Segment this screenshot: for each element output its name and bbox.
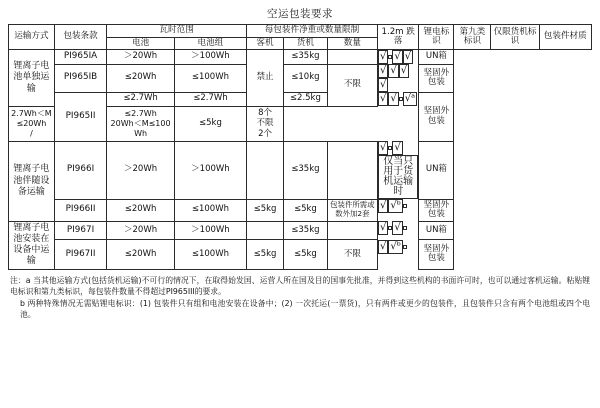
cell-passenger (246, 221, 283, 240)
cell-un: PI966II (54, 199, 106, 221)
footnote-a-text: 当其他运输方式(包括货机运输)不可行的情况下，在取得始发国、运营人所在国及目的国事先批准，并得到这些机构的书面许可时，也可以通过客机运输。粘贴锂电标识和第九类标识，每包装件数量不得超过PI965III的要求。 (10, 275, 591, 296)
header-passenger: 客机 (246, 37, 283, 50)
cell-cargo: ≤5kg (284, 240, 328, 269)
table-row (9, 221, 592, 240)
cell-cargo-only: √ (404, 51, 412, 63)
cell-mode-with-equipment: 锂离子电池伴随设备运输 (9, 141, 55, 221)
cell-quantity (327, 221, 377, 240)
cell-material: UN箱 (419, 50, 454, 65)
footnote-b-label: b (20, 298, 25, 308)
cell-quantity (327, 141, 377, 199)
header-un-clause: 包装条款 (54, 25, 106, 50)
cell-quantity: 包装件所需或数外加2套 (327, 199, 377, 221)
cell-cargo: ≤35kg (284, 141, 328, 199)
header-drop-test: 1.2m 跌落 (377, 25, 418, 50)
cell-material: UN箱 (419, 221, 454, 240)
cell-passenger: ≤5kg (246, 240, 283, 269)
cell-un: PI966I (54, 141, 106, 199)
table-row (9, 199, 592, 221)
header-wh-pack: 电池组 (174, 37, 246, 50)
cell-quantity-2 (246, 106, 283, 141)
cell-drop: √ (379, 51, 387, 63)
cell-un: PI965II (54, 92, 106, 141)
air-transport-packaging-table (8, 24, 592, 270)
cell-wh-cell: ＞20Wh (107, 50, 175, 65)
cell-wh-pack: ≤100Wh (174, 64, 246, 92)
cell-un: PI967I (54, 221, 106, 240)
cell-cargo-only-note: 仅当只用于货机运输时 (378, 155, 418, 199)
cell-wh-cell: ≤20Wh (107, 199, 175, 221)
cell-mode-in-equipment: 锂离子电池安装在设备中运输 (9, 221, 55, 269)
cell-passenger-prohibited: 禁止 (246, 50, 283, 107)
table-row (9, 64, 592, 92)
table-row (9, 92, 592, 106)
cell-cargo-2: ≤5kg (174, 106, 246, 141)
header-net-weight: 每包装件净重或数量限制 (246, 25, 377, 38)
cell-class9 (403, 245, 407, 249)
cell-drop: √ (379, 222, 387, 234)
cell-li-mark: √ (390, 65, 397, 77)
cell-drop: √ (379, 240, 387, 252)
page-title: 空运包装要求 (267, 8, 333, 20)
footnote-b (10, 298, 590, 320)
cell-class9: √ (400, 65, 408, 77)
header-package-material: 包装件材质 (539, 25, 592, 50)
header-quantity: 数量 (327, 37, 377, 50)
cell-quantity-free: 不限 (256, 118, 274, 129)
header-li-mark: 锂电标识 (419, 25, 454, 50)
cell-li-mark: √ᵇ (390, 200, 401, 212)
cell-material: 坚固外包装 (419, 199, 454, 221)
cell-quantity-2: 2个 (258, 129, 272, 139)
cell-wh-pack: ≤100Wh (174, 199, 246, 221)
header-wh-range: 瓦时范围 (107, 25, 247, 38)
cell-wh-pack: ＞100Wh (174, 221, 246, 240)
cell-quantity (327, 50, 377, 65)
cell-cargo-only (403, 226, 407, 230)
cell-wh-cell: ＞20Wh (107, 141, 175, 199)
cell-class9 (403, 204, 407, 208)
cell-quantity: 不限 (327, 240, 377, 269)
cell-un: PI965IA (54, 50, 106, 65)
cell-class9: √ (394, 222, 401, 234)
cell-material: 坚固外包装 (419, 64, 454, 92)
cell-un: PI965IB (54, 64, 106, 92)
cell-wh-pack: ＞100Wh (174, 141, 246, 199)
table-row (9, 240, 592, 269)
cell-cargo-only: √ (379, 79, 387, 91)
cell-wh-cell-2-value: 2.7Wh＜M≤20Wh (11, 108, 52, 128)
cell-wh-cell-2-slash: / (30, 128, 33, 138)
cell-wh-cell: ≤20Wh (107, 64, 175, 92)
header-class9-mark: 第九类标识 (454, 25, 491, 50)
header-cargo-only-mark: 仅限货机标识 (491, 25, 539, 50)
cell-passenger: ≤5kg (246, 199, 283, 221)
cell-material: 坚固外包装 (419, 92, 454, 141)
cell-drop: √ (379, 142, 387, 154)
footnote-b-text: 两种特殊情况无需贴锂电标识：(1) 包装件只有组和电池安装在设备中；(2) 一次托运(一票货)，只有两件或更少的包装件，且包装件只含有两个电池组或四个电池。 (20, 298, 591, 319)
cell-wh-pack: ＞100Wh (174, 50, 246, 65)
cell-un: PI967II (54, 240, 106, 269)
cell-material: UN箱 (419, 141, 454, 199)
cell-quantity-8: 8个 (258, 107, 272, 118)
cell-wh-pack-1: ≤2.7Wh (174, 92, 246, 106)
cell-cargo: ≤5kg (284, 199, 328, 221)
table-row (9, 141, 592, 199)
header-wh-cell: 电池 (107, 37, 175, 50)
cell-cargo: ≤35kg (284, 50, 328, 65)
cell-material: 坚固外包装 (419, 240, 454, 269)
footnote-a (10, 275, 590, 297)
header-cargo: 货机 (284, 37, 328, 50)
cell-wh-cell-1: ≤2.7Wh (107, 92, 175, 106)
cell-quantity: 不限 (327, 64, 377, 106)
cell-wh-pack: ≤100Wh (174, 240, 246, 269)
table-row (9, 50, 592, 65)
cell-cargo-only: √ᵃ (404, 93, 415, 105)
cell-cargo: ≤10kg (284, 64, 328, 92)
cell-passenger (246, 141, 283, 199)
cell-li-mark: √ᵇ (390, 240, 401, 252)
table-footnotes (8, 275, 592, 320)
cell-cargo: ≤35kg (284, 221, 328, 240)
cell-drop: √ (379, 93, 387, 105)
cell-mode-lithium-alone: 锂离子电池单独运输 (9, 50, 55, 107)
cell-wh-cell: ＞20Wh (107, 221, 175, 240)
cell-wh-cell-2 (9, 106, 55, 141)
cell-cargo-1: ≤2.5kg (284, 92, 328, 106)
cell-wh-pack-2 (107, 106, 175, 141)
cell-class9: √ (394, 51, 401, 63)
cell-wh-cell: ≤20Wh (107, 240, 175, 269)
cell-drop: √ (379, 200, 387, 212)
cell-li-mark: √ (390, 93, 397, 105)
cell-class9: √ (394, 142, 401, 154)
cell-wh-pack-2-top: ≤2.7Wh (124, 108, 157, 118)
footnote-a-label: 注：a (10, 275, 31, 285)
cell-drop: √ (379, 65, 387, 77)
cell-wh-pack-2-value: 20Wh＜M≤100Wh (110, 118, 171, 138)
header-mode: 运输方式 (9, 25, 55, 50)
